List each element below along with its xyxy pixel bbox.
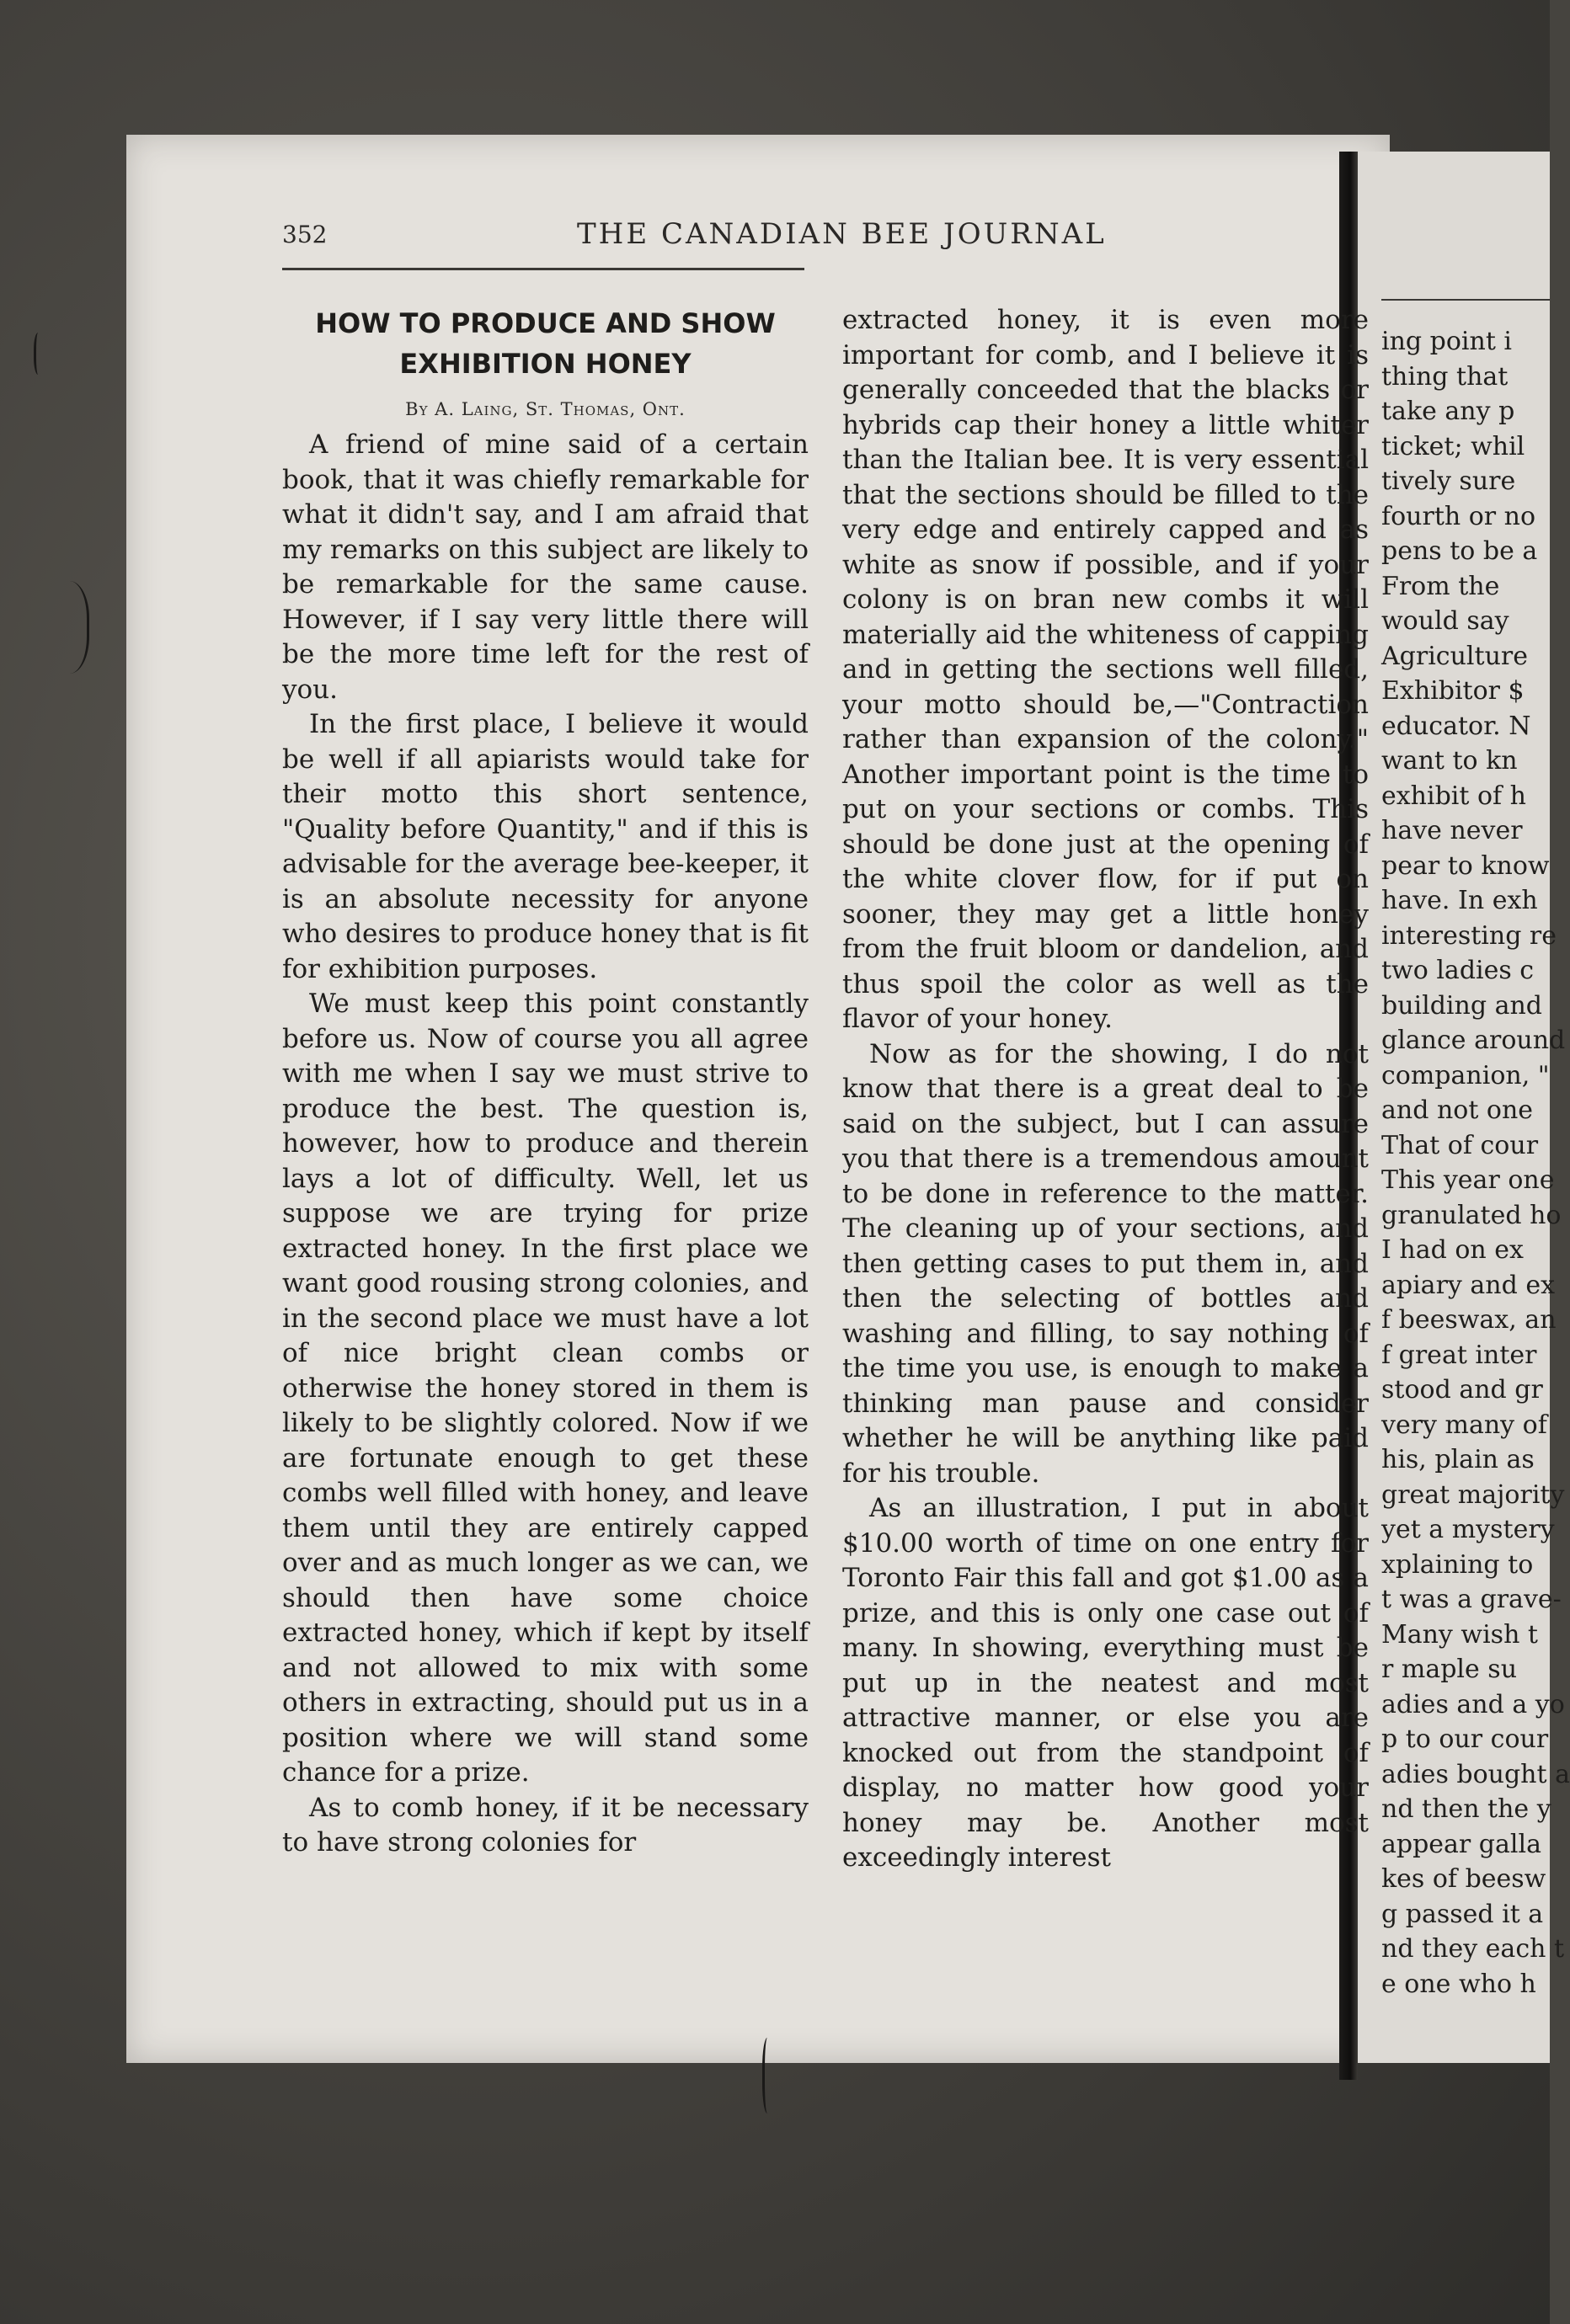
paragraph: As to comb honey, if it be necessary to have strong colonies for [282,1792,809,1858]
fragment-line: From the [1381,571,1500,601]
fragment-line: adies bought a [1381,1759,1570,1789]
paragraph: Now as for the showing, I do not know that there is a great deal to be said on the subject, but I can assure you that there is a tremendous amount to be done in reference to the matter. The cleaning up of your sections, and then getting cases to put them in, and then the selecting of bottles and washing and filling, to say nothing of the time you use, is enough to make a thinking man pause and consider whether he will be anything like paid for his trouble. [842,1038,1369,1489]
paragraph: As an illustration, I put in about $10.00 worth of time on one entry for Toronto Fair this fall and got $1.00 as a prize, and this is only one case out of many. In showing, everything must be put up in the neatest and most attractive manner, or else you are knocked out from the standpoint of display, no matter how good your honey may be. Another most exceedingly interest [842,1493,1369,1873]
running-header [282,217,1369,268]
fragment-line: two ladies c [1381,956,1535,985]
article-title-line1: HOW TO PRODUCE AND SHOW [315,307,776,339]
fragment-line: nd then the y [1381,1794,1551,1824]
article-title [282,303,809,384]
fragment-line: f great inter [1381,1340,1537,1370]
fragment-line: f beeswax, an [1381,1305,1557,1335]
fragment-line: would say [1381,606,1509,636]
fragment-line: thing that [1381,361,1509,392]
page-number: 352 [282,221,328,248]
fragment-line: ing point i [1381,327,1513,356]
fragment-line: kes of beesw [1381,1864,1546,1894]
right-page-fragment [1381,327,1570,2002]
fragment-line: Exhibitor $ [1381,676,1525,706]
fragment-line: e one who h [1381,1969,1536,1999]
fragment-line: p to our cour [1381,1724,1549,1754]
article-column-left [282,303,809,1861]
fragment-line: tively sure [1381,466,1516,496]
fragment-line: Many wish t [1381,1619,1538,1650]
fragment-line: pear to know [1381,850,1550,881]
fragment-line: have. In exh [1381,886,1538,915]
fragment-line: That of cour [1381,1130,1539,1160]
fragment-line: ticket; whil [1381,431,1525,461]
fragment-line: want to kn [1381,746,1518,776]
fragment-line: I had on ex [1381,1235,1524,1265]
journal-title: THE CANADIAN BEE JOURNAL [577,217,1107,251]
fragment-line: appear galla [1381,1829,1541,1859]
fragment-line: exhibit of h [1381,781,1527,811]
fragment-line: This year one [1381,1165,1555,1195]
fragment-line: great majority [1381,1479,1565,1510]
fragment-line: nd they each t [1381,1934,1565,1964]
fragment-line: stood and gr [1381,1375,1543,1405]
fragment-line: fourth or no [1381,501,1536,531]
fragment-line: educator. N [1381,711,1531,741]
fragment-line: t was a grave- [1381,1585,1562,1614]
fragment-line: have never [1381,816,1523,845]
paragraph: extracted honey, it is even more important for comb, and I believe it is generally conceeded that the blacks or hybrids cap their honey a little whiter than the Italian bee. It is very essential that the sections should be filled to the very edge and entirely capped and as white as snow if possible, and if your colony is on bran new combs it will materially aid the whiteness of capping and in getting the sections well filled, your motto should be,—"Contraction rather than expansion of the colony." Another important point is the time to put on your sections or combs. This should be done just at the opening of the white clover flow, for if put on sooner, they may get a little honey from the fruit bloom or dandelion, and thus spoil the color as well as the flavor of your honey. [842,305,1369,1034]
pencil-mark [40,581,89,674]
pencil-mark [34,333,45,375]
paragraph: We must keep this point constantly before us. Now of course you all agree with me when I say we must strive to produce the best. The question is, however, how to produce and therein lays a lot of difficulty. Well, let us suppose we are trying for prize extracted honey. In the first place we want good rousing strong colonies, and in the second place we must have a lot of nice bright clean combs or otherwise the honey stored in them is likely to be slightly colored. Now if we are fortunate enough to get these combs well filled with honey, and leave them until they are entirely capped over and as much longer as we can, we should then have some choice extracted honey, which if kept by itself and not allowed to mix with some others in extracting, should put us in a position where we will stand some chance for a prize. [282,989,809,1788]
fragment-line: building and [1381,990,1542,1021]
fragment-line: and not one [1381,1095,1534,1125]
fragment-line: granulated ho [1381,1200,1562,1230]
fragment-line: Agriculture [1381,641,1528,671]
fragment-line: r maple su [1381,1655,1518,1684]
fragment-line: g passed it a [1381,1899,1544,1929]
byline: By A. Laing, St. Thomas, Ont. [405,399,686,419]
fragment-line: yet a mystery [1381,1515,1555,1544]
paragraph: In the first place, I believe it would be well if all apiarists would take for their motto this short sentence, "Quality before Quantity," and if this is advisable for the average bee-keeper, it is an absolute necessity for anyone who desires to produce honey that is fit for exhibition purposes. [282,709,809,984]
right-page-rule [1381,299,1550,301]
fragment-line: companion, " [1381,1060,1550,1090]
fragment-line: take any p [1381,397,1515,426]
fragment-line: pens to be a [1381,536,1538,566]
fragment-line: adies and a yo [1381,1689,1565,1719]
pencil-mark [762,2038,775,2113]
paragraph: A friend of mine said of a certain book, that it was chiefly remarkable for what it didn't say, and I am afraid that my remarks on this subject are likely to be remarkable for the same cause. However, if I say very little there will be the more time left for the rest of you. [282,429,809,705]
fragment-line: interesting re [1381,920,1557,951]
article-column-middle [842,303,1369,1876]
article-title-line2: EXHIBITION HONEY [399,348,692,380]
fragment-line: apiary and ex [1381,1270,1556,1300]
fragment-line: glance around [1381,1026,1566,1055]
fragment-line: xplaining to [1381,1549,1534,1580]
header-rule [282,268,804,270]
fragment-line: his, plain as [1381,1445,1535,1474]
fragment-line: very many of [1381,1410,1547,1440]
